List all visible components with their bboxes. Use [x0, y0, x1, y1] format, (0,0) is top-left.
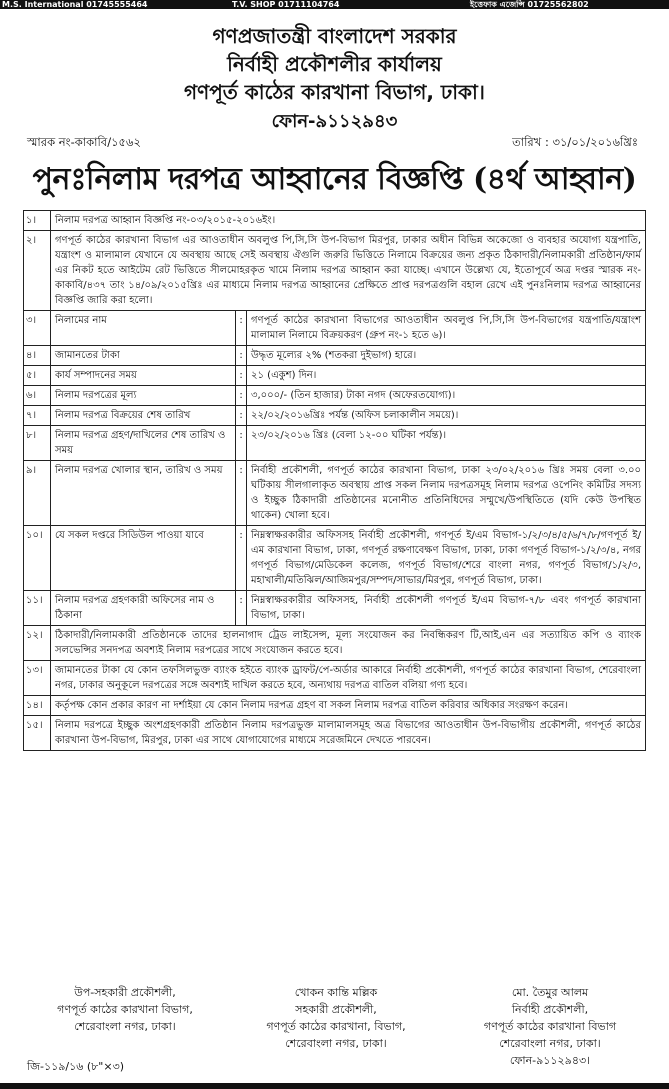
notice-date: তারিখ : ৩১/০১/২০১৬খ্রিঃ [512, 135, 638, 149]
row-colon: : [236, 311, 247, 346]
row-colon: : [236, 346, 247, 366]
row-colon: : [236, 386, 247, 406]
signature-office: গণপূর্ত কাঠের কারখানা বিভাগ [483, 1020, 617, 1033]
row-label: নিলাম দরপত্র বিক্রয়ের শেষ তারিখ [51, 406, 236, 426]
row-text: কর্তৃপক্ষ কোন প্রকার কারণ না দর্শাইয়া যে কোন নিলাম দরপত্র গ্রহণ বা সকল নিলাম দরপত্র বাতিল করিবার অধিকার সংরক্ষণ করেন। [51, 696, 646, 716]
row-number: ১৫। [24, 716, 51, 751]
row-number: ৮। [24, 426, 51, 461]
row-text: নিলাম দরপত্রে ইচ্ছুক অংশগ্রহণকারী প্রতিষ্ঠান নিলাম দরপত্রভুক্ত মালামালসমূহ অত্র বিভাগের আওতাধীন উপ-বিভাগীয় প্রকৌশলী, গণপূর্ত কাঠের কারখানা উপ-বিভাগ, মিরপুর, ঢাকা এর সাথে যোগাযোগের মাধ্যমে সরেজমিনে দেখতে পারবেন। [51, 716, 646, 751]
signature-address: শেরেবাংলা নগর, ঢাকা। [74, 1020, 176, 1033]
row-text: নিলাম দরপত্র আহ্বান বিজ্ঞপ্তি নং-০৩/২০১৫-২০১৬ইং। [51, 211, 646, 231]
signature-name: মো. তৈমুর আলম [511, 986, 589, 999]
row-value: নিম্নস্বাক্ষরকারীর অফিসসহ নির্বাহী প্রকৌশলী, গণপূর্ত ই/এম বিভাগ-১/২/৩/৪/৫/৬/৭/৮/গণপূর্ত ই/এম কারখানা বিভাগ, ঢাকা, গণপূর্ত রক্ষণাবেক্ষণ বিভাগ, ঢাকা, ঢাকা গণপূর্ত বিভাগ-১/২/৩/৪, নগর গণপূর্ত বিভাগ/মেডিকেল কলেজ, গণপূর্ত বিভাগ/শেরে বাংলা নগর, গণপূর্ত বিভাগ/১/২/৩, মহাখালী/মতিঝিল/আজিমপুর/সম্পদ/সাভার/মিরপুর, গণপূর্ত বিভাগ, ঢাকা। [247, 526, 646, 591]
row-number: ৯। [24, 461, 51, 526]
row-number: ১০। [24, 526, 51, 591]
table-row [24, 716, 646, 751]
header-office: নির্বাহী প্রকৌশলীর কার্যালয় [227, 52, 442, 76]
row-label: নিলাম দরপত্র গ্রহণ/দাখিলের শেষ তারিখ ও সময় [51, 426, 236, 461]
table-row [24, 211, 646, 231]
row-number: ১৩। [24, 661, 51, 696]
row-value: গণপূর্ত কাঠের কারখানা বিভাগের আওতাধীন অবলুপ্ত পি,সি,সি উপ-বিভাগের যন্ত্রপাতি/যন্ত্রাংশ মালামাল নিলামে বিক্রয়করণ (গ্রুপ নং-১ হতে ৬)। [247, 311, 646, 346]
row-colon: : [236, 426, 247, 461]
table-row [24, 461, 646, 526]
row-number: ১২। [24, 626, 51, 661]
row-text: ঠিকাদারী/নিলামকারী প্রতিষ্ঠানকে তাদের হালনাগাদ ট্রেড লাইসেন্স, মূল্য সংযোজন কর নিবন্ধিকরণ টি,আই,এন এর সত্যায়িত কপি ও ব্যাংক সলভেন্সির সনদপত্র অবশ্যই নিলাম দরপত্রের সাথে সংযোজন করতে হবে। [51, 626, 646, 661]
table-row [24, 406, 646, 426]
table-row [24, 591, 646, 626]
memo-number: স্মারক নং-কাকাবি/১৫৬২ [27, 135, 141, 149]
notice-title: পুনঃনিলাম দরপত্র আহ্বানের বিজ্ঞপ্তি (৪র্থ আহ্বান) [32, 162, 637, 197]
signature-name: খোকন কান্তি মল্লিক [294, 986, 378, 999]
top-strip-right: ইত্তেফাক এজেন্সি 01725562802 [470, 0, 589, 9]
row-value: ৩,০০০/- (তিন হাজার) টাকা নগদ (অফেরতযোগ্য)। [247, 386, 646, 406]
row-value: নির্বাহী প্রকৌশলী, গণপূর্ত কাঠের কারখানা বিভাগ, ঢাকা ২৩/০২/২০১৬ খ্রিঃ সময় বেলা ৩.০০ ঘটিকায় সীলগালাকৃত অবস্থায় প্রাপ্ত সকল নিলাম দরপত্রসমূহ নিলাম দরপত্র ওপেনিং কমিটির সদস্য ও ইচ্ছুক ঠিকাদারী প্রতিষ্ঠানের মনোনীত প্রতিনিধিদের সম্মুখে/উপস্থিতিতে (যদি কেউ উপস্থিত থাকেন) খোলা হবে। [247, 461, 646, 526]
row-label: যে সকল দপ্তরে সিডিউল পাওয়া যাবে [51, 526, 236, 591]
table-row [24, 661, 646, 696]
row-number: ৫। [24, 366, 51, 386]
table-row [24, 311, 646, 346]
row-colon: : [236, 526, 247, 591]
row-number: ৭। [24, 406, 51, 426]
row-number: ২। [24, 231, 51, 311]
header-phone: ফোন-৯১১২৯৪৩ [271, 111, 398, 132]
signature-address: শেরেবাংলা নগর, ঢাকা। [285, 1037, 387, 1050]
top-strip-left: M.S. International 01745555464 [2, 0, 148, 9]
row-label: নিলামের নাম [51, 311, 236, 346]
signature-executive-engineer [450, 984, 650, 1069]
row-value: নিম্নস্বাক্ষরকারীর অফিসসহ, নির্বাহী প্রকৌশলী গণপূর্ত ই/এম বিভাগ-৭/৮ এবং গণপূর্ত কারখানা বিভাগ, ঢাকা। [247, 591, 646, 626]
row-value: ২২/০২/২০১৬খ্রিঃ পর্যন্ত (অফিস চলাকালীন সময়ে)। [247, 406, 646, 426]
signature-address: শেরেবাংলা নগর, ঢাকা। [499, 1037, 601, 1050]
signature-office: গণপূর্ত কাঠের কারখানা বিভাগ, [57, 1003, 193, 1016]
row-number: ১১। [24, 591, 51, 626]
row-value: ২৩/০২/২০১৬ খ্রিঃ (বেলা ১২-০০ ঘটিকা পর্যন্ত)। [247, 426, 646, 461]
row-colon: : [236, 406, 247, 426]
row-colon: : [236, 461, 247, 526]
signature-sub-assistant-engineer [30, 984, 220, 1035]
header-government: গণপ্রজাতন্ত্রী বাংলাদেশ সরকার [212, 24, 457, 48]
row-number: ১। [24, 211, 51, 231]
top-strip-middle: T.V. SHOP 01711104764 [232, 0, 340, 9]
row-colon: : [236, 591, 247, 626]
table-row [24, 366, 646, 386]
table-row [24, 386, 646, 406]
signature-assistant-engineer [236, 984, 436, 1052]
row-label: নিলাম দরপত্রের মূল্য [51, 386, 236, 406]
signature-office: গণপূর্ত কাঠের কারখানা, বিভাগ, [266, 1020, 406, 1033]
table-row [24, 626, 646, 661]
header-division: গণপূর্ত কাঠের কারখানা বিভাগ, ঢাকা। [184, 80, 485, 104]
signature-title: নির্বাহী প্রকৌশলী, [511, 1003, 589, 1016]
row-number: ৬। [24, 386, 51, 406]
row-text: গণপূর্ত কাঠের কারখানা বিভাগ এর আওতাধীন অবলুপ্ত পি,সি,সি উপ-বিভাগ মিরপুর, ঢাকার অধীন বিভিন্ন অকেজো ও ব্যবহার অযোগ্য যন্ত্রপাতি, যন্ত্রাংশ ও মালামাল যেখানে যে অবস্থায় আছে সেই অবস্থায় ঐগুলি জরুরি ভিত্তিতে নিলামে বিক্রয়ের জন্য প্রকৃত ঠিকাদারী/নিলামকারী প্রতিষ্ঠান/ফার্ম এর নিকট হতে আইটেম রেট ভিত্তিতে সীলমোহরকৃত খামে নিলাম দরপত্র আহ্বান করা যাচ্ছে। এখানে উল্লেখ্য যে, ইতোপূর্বে অত্র দপ্তর স্মারক নং-কাকাবি/৪৩৭ তাং ১৪/০৯/২০১৫খ্রিঃ এর মাধ্যমে নিলাম দরপত্র আহ্বানের প্রেক্ষিতে প্রাপ্ত দরপত্রগুলি বহাল রেখে এই পুনঃনিলাম দরপত্র আহ্বানের বিজ্ঞপ্তি জারি করা হলো। [51, 231, 646, 311]
row-text: জামানতের টাকা যে কোন তফসিলভুক্ত ব্যাংক হইতে ব্যাংক ড্রাফট/পে-অর্ডার আকারে নির্বাহী প্রকৌশলী, গণপূর্ত কাঠের কারখানা বিভাগ, শেরেবাংলা নগর, ঢাকার অনুকূলে দরপত্রের সঙ্গে অবশ্যই দাখিল করতে হবে, অন্যথায় দরপত্র বাতিল বলিয়া গণ্য হবে। [51, 661, 646, 696]
row-colon: : [236, 366, 247, 386]
table-row [24, 346, 646, 366]
ad-reference-code: জি-১১৯/১৬ (৮"×৩) [27, 1060, 125, 1073]
row-number: ১৪। [24, 696, 51, 716]
signature-title: উপ-সহকারী প্রকৌশলী, [74, 986, 176, 999]
signature-phone: ফোন-৯১১২৯৪৩। [509, 1054, 591, 1067]
row-value: উদ্ধৃত মূল্যের ২% (শতকরা দুইভাগ) হারে। [247, 346, 646, 366]
signature-title: সহকারী প্রকৌশলী, [295, 1003, 377, 1016]
table-row [24, 231, 646, 311]
row-label: নিলাম দরপত্র গ্রহণকারী অফিসের নাম ও ঠিকানা [51, 591, 236, 626]
row-number: ৩। [24, 311, 51, 346]
bottom-border [0, 1083, 669, 1089]
table-row [24, 426, 646, 461]
table-row [24, 526, 646, 591]
top-ad-strip [0, 0, 669, 9]
table-row [24, 696, 646, 716]
row-number: ৪। [24, 346, 51, 366]
row-label: জামানতের টাকা [51, 346, 236, 366]
row-value: ২১ (একুশ) দিন। [247, 366, 646, 386]
tender-items-table [23, 210, 646, 751]
row-label: নিলাম দরপত্র খোলার স্থান, তারিখ ও সময় [51, 461, 236, 526]
row-label: কার্য সম্পাদনের সময় [51, 366, 236, 386]
